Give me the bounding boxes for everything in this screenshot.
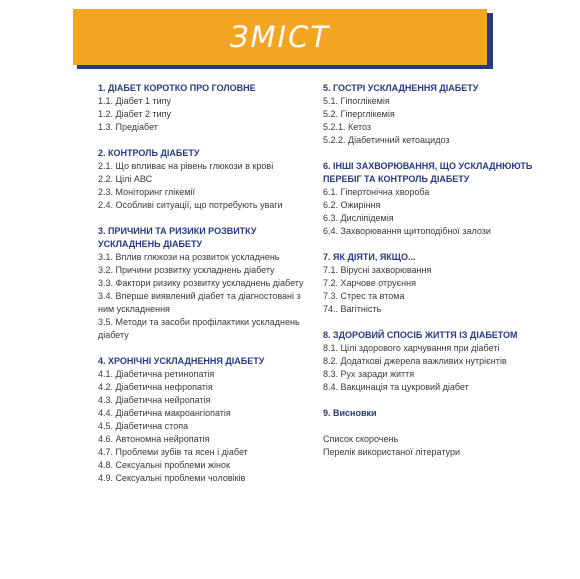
section-title[interactable]: 7. ЯК ДІЯТИ, ЯКЩО... bbox=[323, 252, 416, 262]
toc-item[interactable]: 4.1. Діабетична ретинопатія bbox=[98, 369, 215, 379]
toc-section bbox=[98, 82, 310, 134]
page-title: ЗМІСТ bbox=[229, 20, 331, 54]
toc-section bbox=[323, 82, 538, 147]
toc-item[interactable]: 5.2.2. Діабетичний кетоацидоз bbox=[323, 135, 450, 145]
toc-item[interactable]: 2.4. Особливі ситуації, що потребують уваги bbox=[98, 200, 283, 210]
toc-item[interactable]: 3.1. Вплив глюкози на розвиток ускладнень bbox=[98, 252, 280, 262]
toc-section bbox=[98, 225, 310, 342]
toc-item[interactable]: 74.. Вагітність bbox=[323, 304, 382, 314]
toc-item[interactable]: 4.2. Діабетична нефропатія bbox=[98, 382, 213, 392]
toc-item[interactable]: 6.2. Ожиріння bbox=[323, 200, 381, 210]
toc-item[interactable]: 1.1. Діабет 1 типу bbox=[98, 96, 172, 106]
toc-extra-item[interactable]: Список скорочень bbox=[323, 434, 399, 444]
title-banner bbox=[73, 9, 487, 65]
section-title[interactable]: 6. ІНШІ ЗАХВОРЮВАННЯ, ЩО УСКЛАДНЮЮТЬ ПЕРЕБІГ ТА КОНТРОЛЬ ДІАБЕТУ bbox=[323, 161, 533, 184]
toc-item[interactable]: 6.4. Захворювання щитоподібної залози bbox=[323, 226, 491, 236]
toc-item[interactable]: 3.5. Методи та засоби профілактики ускладнень діабету bbox=[98, 317, 300, 340]
toc-item[interactable]: 4.4. Діабетична макроангіопатія bbox=[98, 408, 231, 418]
section-title[interactable]: 2. КОНТРОЛЬ ДІАБЕТУ bbox=[98, 148, 200, 158]
toc-item[interactable]: 4.6. Автономна нейропатія bbox=[98, 434, 210, 444]
toc-item[interactable]: 8.1. Цілі здорового харчування при діабеті bbox=[323, 343, 500, 353]
toc-item[interactable]: 2.1. Що впливає на рівень глюкози в крові bbox=[98, 161, 274, 171]
section-title[interactable]: 4. ХРОНІЧНІ УСКЛАДНЕННЯ ДІАБЕТУ bbox=[98, 356, 265, 366]
section-title[interactable]: 5. ГОСТРІ УСКЛАДНЕННЯ ДІАБЕТУ bbox=[323, 83, 479, 93]
toc-right-column bbox=[323, 82, 538, 459]
toc-item[interactable]: 2.2. Цілі АВС bbox=[98, 174, 153, 184]
toc-item[interactable]: 1.2. Діабет 2 типу bbox=[98, 109, 172, 119]
toc-item[interactable]: 5.2.1. Кетоз bbox=[323, 122, 372, 132]
toc-item[interactable]: 4.9. Сексуальні проблеми чоловіків bbox=[98, 473, 246, 483]
section-title[interactable]: 8. ЗДОРОВИЙ СПОСІБ ЖИТТЯ ІЗ ДІАБЕТОМ bbox=[323, 330, 518, 340]
toc-item[interactable]: 4.5. Діабетична стопа bbox=[98, 421, 189, 431]
toc-section bbox=[323, 407, 538, 420]
toc-item[interactable]: 4.7. Проблеми зубів та ясен і діабет bbox=[98, 447, 248, 457]
toc-section bbox=[323, 329, 538, 394]
section-title[interactable]: 3. ПРИЧИНИ ТА РИЗИКИ РОЗВИТКУ УСКЛАДНЕНЬ ДІАБЕТУ bbox=[98, 226, 257, 249]
toc-item[interactable]: 6.3. Дисліпідемія bbox=[323, 213, 394, 223]
section-title[interactable]: 9. Висновки bbox=[323, 408, 377, 418]
toc-item[interactable]: 4.3. Діабетична нейропатія bbox=[98, 395, 211, 405]
toc-item[interactable]: 8.2. Додаткові джерела важливих нутрієнтів bbox=[323, 356, 507, 366]
toc-item[interactable]: 5.2. Гіперглікемія bbox=[323, 109, 395, 119]
section-title[interactable]: 1. ДІАБЕТ КОРОТКО ПРО ГОЛОВНЕ bbox=[98, 83, 256, 93]
toc-extra-item[interactable]: Перелік використаної літератури bbox=[323, 447, 461, 457]
toc-item[interactable]: 7.3. Стрес та втома bbox=[323, 291, 405, 301]
toc-item[interactable]: 6.1. Гіпертонічна хвороба bbox=[323, 187, 430, 197]
toc-item[interactable]: 2.3. Моніторинг глікемії bbox=[98, 187, 195, 197]
toc-item[interactable]: 1.3. Предіабет bbox=[98, 122, 158, 132]
toc-left-column bbox=[98, 82, 310, 498]
toc-section bbox=[323, 160, 538, 238]
toc-item[interactable]: 4.8. Сексуальні проблеми жінок bbox=[98, 460, 230, 470]
toc-item[interactable]: 8.4. Вакцинація та цукровий діабет bbox=[323, 382, 469, 392]
toc-item[interactable]: 7.2. Харчове отруєння bbox=[323, 278, 416, 288]
toc-item[interactable]: 3.4. Вперше виявлений діабет та діагностовані з ним ускладнення bbox=[98, 291, 301, 314]
toc-section bbox=[98, 147, 310, 212]
toc-item[interactable]: 5.1. Гіпоглікемія bbox=[323, 96, 390, 106]
toc-section bbox=[323, 251, 538, 316]
toc-item[interactable]: 3.3. Фактори ризику розвитку ускладнень діабету bbox=[98, 278, 304, 288]
toc-item[interactable]: 3.2. Причини розвитку ускладнень діабету bbox=[98, 265, 275, 275]
toc-item[interactable]: 8.3. Рух заради життя bbox=[323, 369, 415, 379]
toc-item[interactable]: 7.1. Вірусні захворювання bbox=[323, 265, 432, 275]
toc-section bbox=[98, 355, 310, 485]
